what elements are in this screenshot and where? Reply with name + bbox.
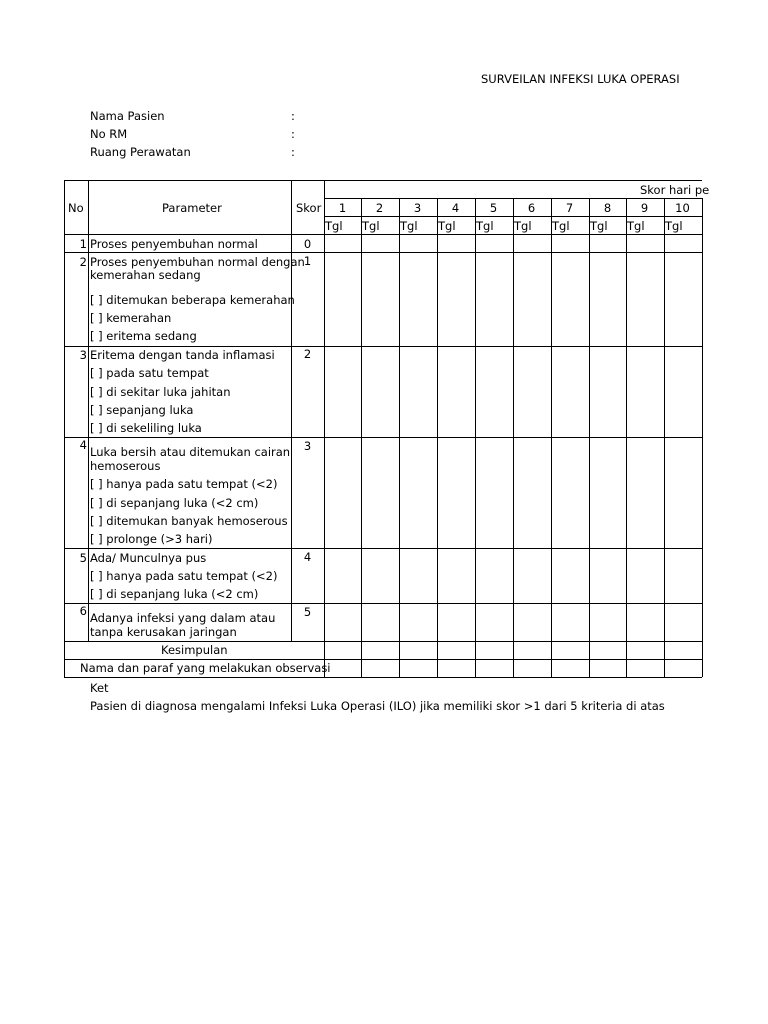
day-number: 10	[675, 201, 690, 215]
parameter-subitem: kemerahan sedang	[90, 268, 201, 282]
tgl-label: Tgl	[438, 219, 456, 233]
skor-value: 1	[303, 254, 312, 268]
table-border	[64, 234, 702, 235]
info-colon: :	[291, 109, 295, 123]
row-number: 5	[79, 551, 87, 565]
skor-value: 2	[303, 347, 312, 361]
table-border	[513, 198, 514, 677]
table-border	[64, 641, 702, 642]
parameter-subitem: [ ] pada satu tempat	[90, 366, 209, 380]
table-border	[589, 198, 590, 677]
info-colon: :	[291, 145, 295, 159]
info-colon: :	[291, 127, 295, 141]
table-border	[88, 180, 89, 641]
tgl-label: Tgl	[552, 219, 570, 233]
col-header-no: No	[68, 201, 84, 215]
parameter-text: Adanya infeksi yang dalam atau	[90, 611, 276, 625]
parameter-subitem: [ ] hanya pada satu tempat (<2)	[90, 477, 278, 491]
col-header-skor: Skor	[296, 201, 322, 215]
row-number: 4	[79, 438, 87, 452]
table-border	[551, 198, 552, 677]
tgl-label: Tgl	[362, 219, 380, 233]
notes-text: Pasien di diagnosa mengalami Infeksi Luka Operasi (ILO) jika memiliki skor >1 dari 5 kriteria di atas	[90, 699, 665, 713]
parameter-subitem: [ ] di sepanjang luka (<2 cm)	[90, 496, 259, 510]
table-border	[64, 603, 702, 604]
parameter-subitem: [ ] kemerahan	[90, 311, 172, 325]
info-label-ruang-perawatan: Ruang Perawatan	[90, 145, 191, 159]
table-border	[399, 198, 400, 677]
table-border	[664, 198, 665, 677]
tgl-label: Tgl	[476, 219, 494, 233]
parameter-text: Eritema dengan tanda inflamasi	[90, 348, 275, 362]
row-number: 6	[79, 604, 87, 618]
parameter-subitem: [ ] sepanjang luka	[90, 403, 194, 417]
info-label-nama-pasien: Nama Pasien	[90, 109, 165, 123]
table-border	[475, 198, 476, 677]
tgl-label: Tgl	[325, 219, 343, 233]
row-number: 1	[79, 237, 87, 251]
tgl-label: Tgl	[590, 219, 608, 233]
parameter-subitem: [ ] ditemukan banyak hemoserous	[90, 514, 288, 528]
notes-ket: Ket	[90, 681, 109, 695]
skor-value: 4	[303, 550, 312, 564]
day-number: 3	[413, 201, 422, 215]
tgl-label: Tgl	[514, 219, 532, 233]
kesimpulan-label: Kesimpulan	[161, 643, 228, 657]
day-number: 7	[565, 201, 574, 215]
parameter-subitem: hemoserous	[90, 459, 161, 473]
parameter-subitem: [ ] prolonge (>3 hari)	[90, 532, 213, 546]
day-number: 4	[451, 201, 460, 215]
table-border	[702, 198, 703, 677]
parameter-subitem: tanpa kerusakan jaringan	[90, 625, 237, 639]
table-border	[64, 437, 702, 438]
table-border	[437, 198, 438, 677]
parameter-subitem: [ ] ditemukan beberapa kemerahan	[90, 293, 295, 307]
parameter-text: Ada/ Munculnya pus	[90, 551, 207, 565]
tgl-label: Tgl	[400, 219, 418, 233]
parameter-subitem: [ ] hanya pada satu tempat (<2)	[90, 569, 278, 583]
table-top-border	[64, 180, 702, 181]
col-header-skor-hari: Skor hari pe	[640, 183, 710, 197]
table-border	[324, 180, 325, 677]
col-header-parameter: Parameter	[162, 201, 222, 215]
row-number: 3	[79, 348, 87, 362]
day-number: 1	[338, 201, 347, 215]
table-border	[64, 346, 702, 347]
day-number: 5	[489, 201, 498, 215]
skor-value: 3	[303, 439, 312, 453]
tgl-label: Tgl	[665, 219, 683, 233]
day-number: 9	[640, 201, 649, 215]
parameter-subitem: [ ] eritema sedang	[90, 329, 197, 343]
day-number: 8	[603, 201, 612, 215]
table-border	[64, 252, 702, 253]
table-border	[64, 548, 702, 549]
info-label-no-rm: No RM	[90, 127, 128, 141]
parameter-subitem: [ ] di sekeliling luka	[90, 421, 202, 435]
table-border	[64, 677, 702, 678]
parameter-text: Proses penyembuhan normal	[90, 237, 258, 251]
table-border	[64, 659, 702, 660]
day-number: 2	[375, 201, 384, 215]
skor-value: 0	[303, 237, 312, 251]
parameter-text: Proses penyembuhan normal dengan	[90, 255, 305, 269]
day-number: 6	[527, 201, 536, 215]
row-number: 2	[79, 255, 87, 269]
parameter-subitem: [ ] di sepanjang luka (<2 cm)	[90, 587, 259, 601]
table-border	[626, 198, 627, 677]
parameter-subitem: [ ] di sekitar luka jahitan	[90, 385, 231, 399]
page-title: SURVEILAN INFEKSI LUKA OPERASI	[481, 72, 680, 86]
parameter-text: Luka bersih atau ditemukan cairan	[90, 445, 291, 459]
skor-value: 5	[303, 605, 312, 619]
observer-label: Nama dan paraf yang melakukan observasi	[80, 661, 331, 675]
tgl-label: Tgl	[627, 219, 645, 233]
table-border	[361, 198, 362, 677]
